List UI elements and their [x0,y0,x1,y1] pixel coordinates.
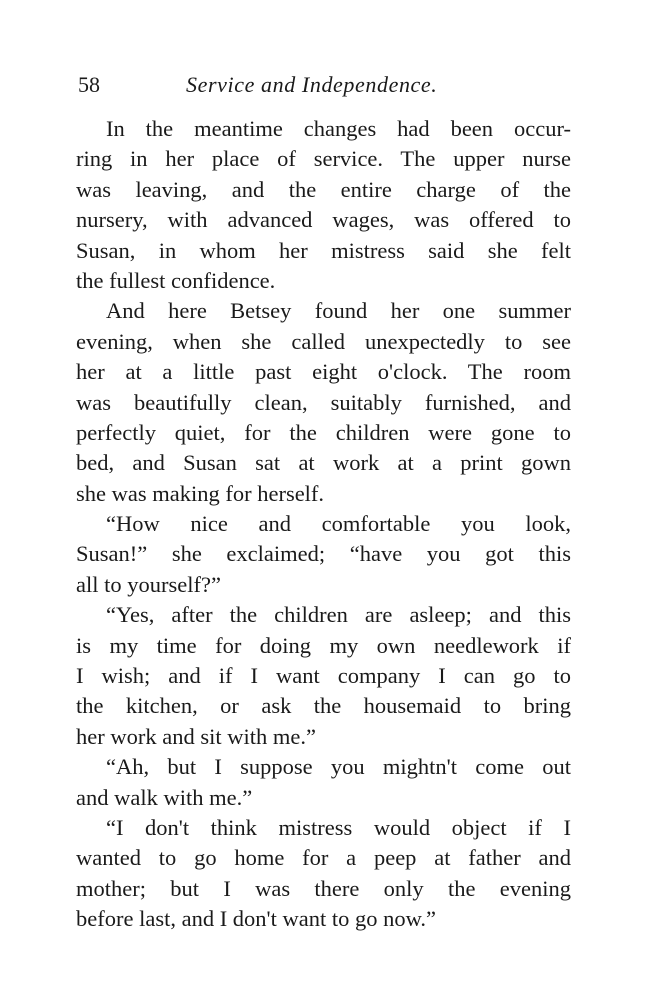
text-line: In the meantime changes had been occur- [106,116,571,141]
text-line: and walk with me.” [76,784,253,810]
text-line: is my time for doing my own needlework if [76,632,571,658]
text-line: bed, and Susan sat at work at a print gown [76,450,571,476]
text-line: wanted to go home for a peep at father and [76,845,571,871]
text-line: was leaving, and the entire charge of the [76,176,571,202]
text-line: her work and sit with me.” [76,723,316,749]
text-line: evening, when she called unexpectedly to see [76,328,571,354]
text-line: “How nice and comfortable you look, [106,511,571,537]
text-line: the kitchen, or ask the housemaid to bring [76,693,571,719]
body-text [76,114,571,935]
page-header [78,72,574,104]
text-line: perfectly quiet, for the children were gone to [76,419,571,445]
text-line: all to yourself?” [76,571,221,597]
text-line: the fullest confidence. [76,267,276,293]
text-line: Susan, in whom her mistress said she felt [76,237,571,263]
page-number: 58 [78,72,100,97]
text-line: nursery, with advanced wages, was offered to [76,207,571,233]
text-line: “Yes, after the children are asleep; and this [106,602,571,628]
text-line: she was making for herself. [76,480,325,506]
text-line: before last, and I don't want to go now.” [76,906,436,932]
text-line: “Ah, but I suppose you mightn't come out [106,754,571,780]
running-title: Service and Independence. [186,72,438,97]
text-line: ring in her place of service. The upper nurse [76,146,571,172]
text-line: I wish; and if I want company I can go to [76,663,571,689]
text-line: “I don't think mistress would object if I [106,814,571,840]
text-line: And here Betsey found her one summer [106,298,571,324]
text-line: mother; but I was there only the evening [76,875,571,901]
text-line: her at a little past eight o'clock. The room [76,359,571,385]
text-line: Susan!” she exclaimed; “have you got this [76,541,571,567]
text-line: was beautifully clean, suitably furnished, and [76,389,571,415]
